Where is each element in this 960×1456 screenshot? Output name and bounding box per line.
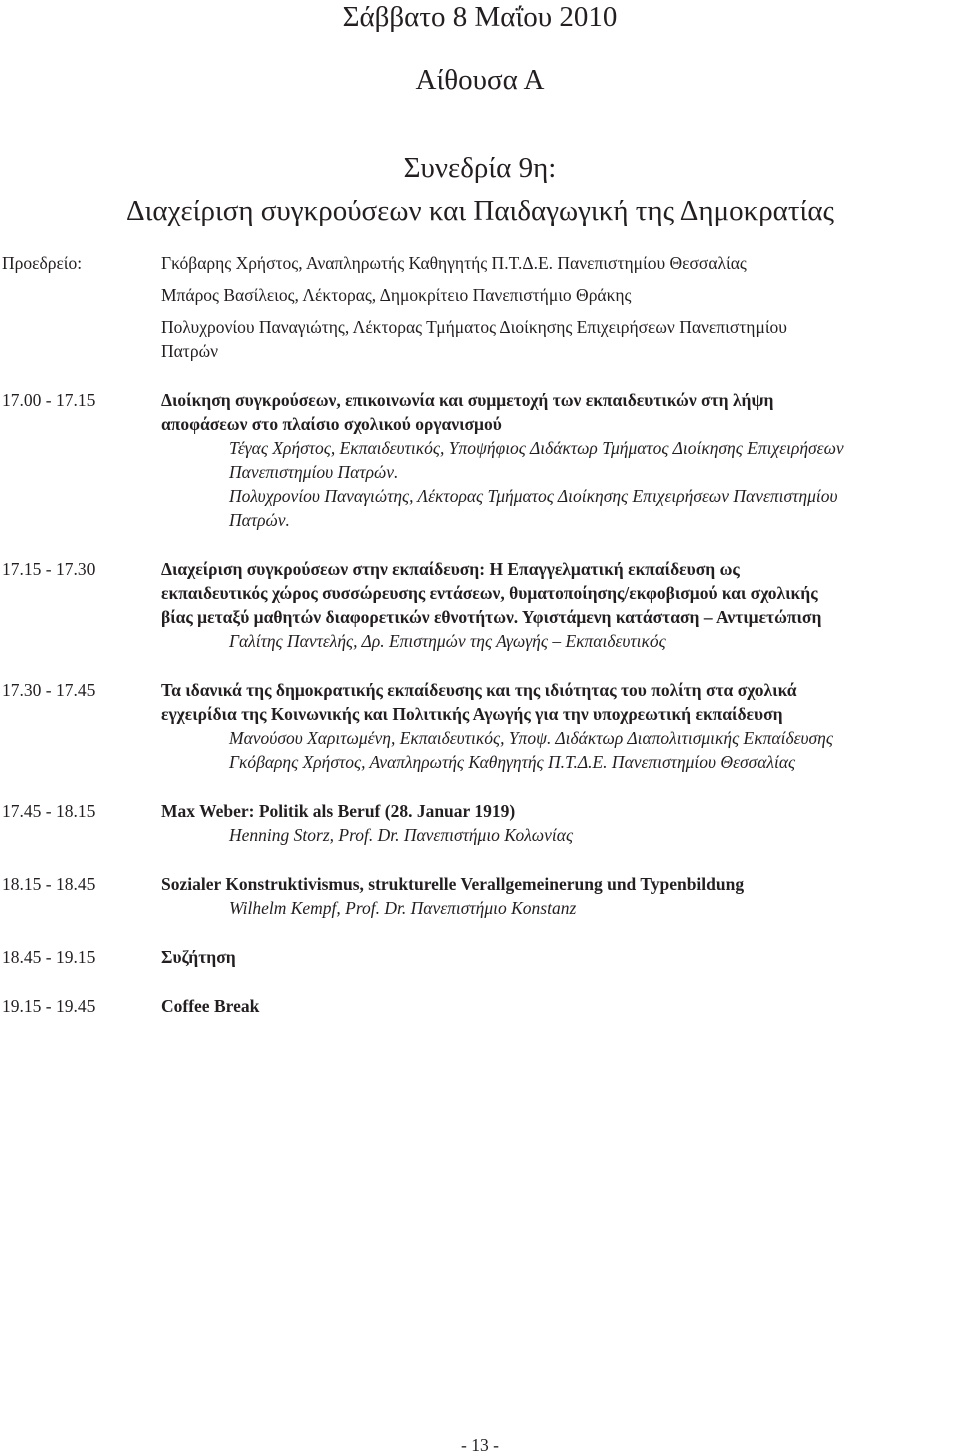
chair-line: Πατρών bbox=[161, 341, 219, 361]
date-heading: Σάββατο 8 Μαΐου 2010 bbox=[342, 1, 618, 33]
room-heading: Αίθουσα Α bbox=[415, 64, 545, 96]
talk-title: εκπαιδευτικός χώρος συσσώρευσης εντάσεων, θυματοποίησης/εκφοβισμού και σχολικής bbox=[161, 583, 818, 603]
session-time: 17.45 - 18.15 bbox=[2, 801, 96, 821]
talk-author: Μανούσου Χαριτωμένη, Εκπαιδευτικός, Υποψ. Διδάκτωρ Διαπολιτισμικής Εκπαίδευσης bbox=[229, 728, 833, 748]
talk-title: Τα ιδανικά της δημοκρατικής εκπαίδευσης και της ιδιότητας του πολίτη στα σχολικά bbox=[161, 680, 797, 700]
talk-title: Διαχείριση συγκρούσεων στην εκπαίδευση: Η Επαγγελματική εκπαίδευση ως bbox=[161, 559, 740, 579]
session-time: 18.45 - 19.15 bbox=[2, 947, 96, 967]
page-number: - 13 - bbox=[461, 1435, 499, 1455]
session-time: 17.30 - 17.45 bbox=[2, 680, 96, 700]
talk-author: Πολυχρονίου Παναγιώτης, Λέκτορας Τμήματος Διοίκησης Επιχειρήσεων Πανεπιστημίου bbox=[229, 486, 838, 506]
talk-title: Coffee Break bbox=[161, 996, 260, 1016]
talk-author: Henning Storz, Prof. Dr. Πανεπιστήμιο Κολωνίας bbox=[229, 825, 574, 845]
talk-author: Πατρών. bbox=[229, 510, 290, 530]
talk-title: Sozialer Konstruktivismus, strukturelle Verallgemeinerung und Typenbildung bbox=[161, 874, 745, 894]
session-time: 19.15 - 19.45 bbox=[2, 996, 96, 1016]
talk-author: Πανεπιστημίου Πατρών. bbox=[229, 462, 399, 482]
chairs-label: Προεδρείο: bbox=[2, 253, 83, 273]
session-time: 17.00 - 17.15 bbox=[2, 390, 96, 410]
talk-author: Τέγας Χρήστος, Εκπαιδευτικός, Υποψήφιος Διδάκτωρ Τμήματος Διοίκησης Επιχειρήσεων bbox=[229, 438, 844, 458]
talk-author: Wilhelm Kempf, Prof. Dr. Πανεπιστήμιο Konstanz bbox=[229, 898, 577, 918]
talk-title: Max Weber: Politik als Beruf (28. Januar 1919) bbox=[161, 801, 516, 821]
session-heading: Συνεδρία 9η: bbox=[403, 152, 557, 184]
talk-author: Γκόβαρης Χρήστος, Αναπληρωτής Καθηγητής Π.Τ.Δ.Ε. Πανεπιστημίου Θεσσαλίας bbox=[229, 752, 796, 772]
talk-title: Συζήτηση bbox=[161, 947, 236, 967]
chair-line: Γκόβαρης Χρήστος, Αναπληρωτής Καθηγητής Π.Τ.Δ.Ε. Πανεπιστημίου Θεσσαλίας bbox=[161, 253, 747, 273]
talk-title: αποφάσεων στο πλαίσιο σχολικού οργανισμού bbox=[161, 414, 502, 434]
talk-author: Γαλίτης Παντελής, Δρ. Επιστημών της Αγωγής – Εκπαιδευτικός bbox=[229, 631, 666, 651]
session-title: Διαχείριση συγκρούσεων και Παιδαγωγική της Δημοκρατίας bbox=[125, 195, 834, 227]
talk-title: βίας μεταξύ μαθητών διαφορετικών εθνοτήτων. Υφιστάμενη κατάσταση – Αντιμετώπιση bbox=[161, 607, 822, 627]
talk-title: Διοίκηση συγκρούσεων, επικοινωνία και συμμετοχή των εκπαιδευτικών στη λήψη bbox=[161, 390, 774, 410]
chair-line: Μπάρος Βασίλειος, Λέκτορας, Δημοκρίτειο Πανεπιστήμιο Θράκης bbox=[161, 285, 632, 305]
chair-line: Πολυχρονίου Παναγιώτης, Λέκτορας Τμήματος Διοίκησης Επιχειρήσεων Πανεπιστημίου bbox=[161, 317, 787, 337]
talk-title: εγχειρίδια της Κοινωνικής και Πολιτικής Αγωγής για την υποχρεωτική εκπαίδευση bbox=[161, 704, 783, 724]
session-time: 17.15 - 17.30 bbox=[2, 559, 96, 579]
session-time: 18.15 - 18.45 bbox=[2, 874, 96, 894]
